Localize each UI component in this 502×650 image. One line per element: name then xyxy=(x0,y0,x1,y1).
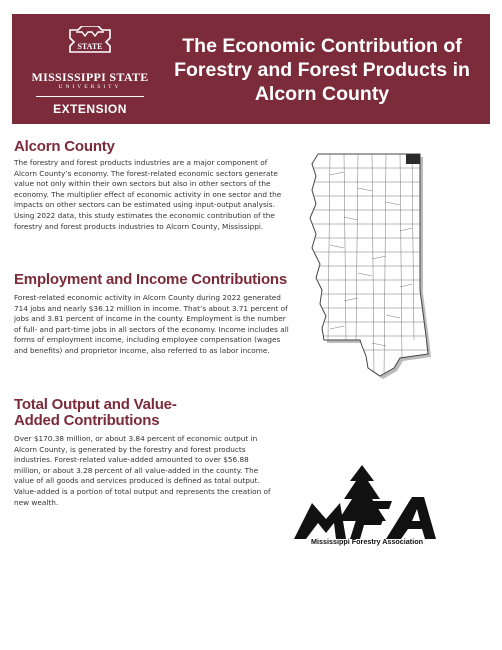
logo-extension: EXTENSION xyxy=(53,102,127,116)
mfa-caption: Mississippi Forestry Association xyxy=(311,537,423,546)
section-heading-output: Total Output and Value-Added Contributions xyxy=(14,396,177,429)
section-body-employment: Forest-related economic activity in Alcorn County during 2022 generated 714 jobs and nearly $36.12 million in income. That’s about 3.71 percent of jobs and 3.81 percent of income in the county. Employment is the number of full- and part-time jobs in all sectors of the economy. Income includes all forms of employment income, including employee compensation (wages and benefits) and proprietor income, also referred to as labor income. xyxy=(14,293,289,355)
section-body-output: Over $170.38 million, or about 3.84 percent of economic output in Alcorn County, is generated by the forestry and forest products industries. Forest-related value-added amounted to over $56.88 million, or about 3.28 percent of all value-added in the county. The value of all goods and services produced is defined as total output. Value-added is a portion of total output and represents the creation of new wealth. xyxy=(14,434,271,507)
section-body-alcorn: The forestry and forest products industries are a major component of Alcorn County’s economy. The forest-related economic sectors generate value not only within their own sectors but also in other sectors of the economy. The multiplier effect of economic activity in one sector and the impacts on other sectors can be estimated using input-output analysis. Using 2022 data, this study estimates the economic contribution of the forestry and forest products industries to Alcorn County, Mississippi. xyxy=(14,158,282,231)
document-title: The Economic Contribution of Forestry and Forest Products in Alcorn County xyxy=(174,35,470,105)
header-banner xyxy=(12,14,490,124)
msu-state-logo-icon xyxy=(68,26,112,54)
logo-university: MISSISSIPPI STATE xyxy=(31,70,149,84)
alcorn-county-highlight xyxy=(406,154,420,164)
mississippi-county-map xyxy=(304,150,450,386)
logo-university-sub: UNIVERSITY xyxy=(58,84,122,90)
msu-extension-logo xyxy=(22,24,158,118)
section-heading-alcorn: Alcorn County xyxy=(14,138,115,155)
section-heading-employment: Employment and Income Contributions xyxy=(14,271,288,288)
mfa-letters xyxy=(294,497,436,539)
logo-divider xyxy=(36,96,144,97)
logo-wordmark: STATE xyxy=(77,42,103,51)
